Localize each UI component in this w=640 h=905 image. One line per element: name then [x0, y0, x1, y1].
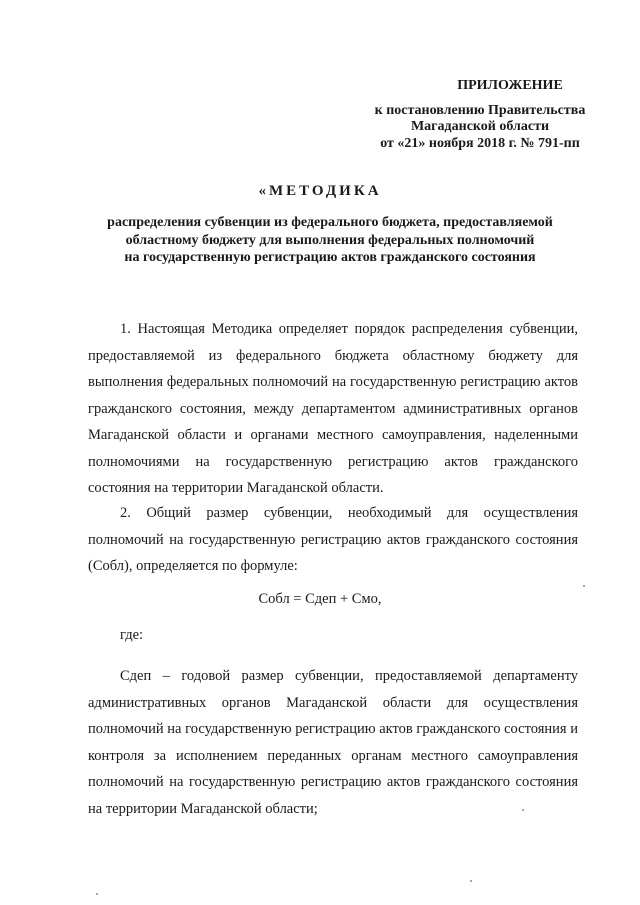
paragraph-2 — [88, 500, 578, 580]
scan-speck — [96, 893, 98, 895]
appendix-line-2: Магаданской области — [410, 119, 550, 134]
formula: Собл = Сдеп + Смо, — [258, 591, 382, 607]
scan-speck — [522, 809, 524, 811]
document-subtitle — [80, 214, 580, 267]
where-label: где: — [120, 627, 144, 643]
appendix-line-1: к постановлению Правительства — [374, 102, 586, 118]
document-title: «МЕТОДИКА — [258, 183, 382, 199]
subtitle-line-3: на государственную регистрацию актов гражданского состояния — [124, 250, 536, 265]
paragraph-3 — [88, 663, 578, 822]
appendix-title: ПРИЛОЖЕНИЕ — [457, 78, 563, 93]
paragraph-1 — [88, 316, 578, 502]
appendix-header — [360, 78, 600, 152]
scan-speck — [470, 880, 472, 882]
paragraph-2-text: 2. Общий размер субвенции, необходимый для осуществления полномочий на государственную регистрацию актов гражданского состояния (Собл), определяется по формуле: — [88, 505, 578, 574]
appendix-line-3: от «21» ноября 2018 г. № 791-пп — [380, 135, 580, 151]
subtitle-line-1: распределения субвенции из федерального бюджета, предоставляемой — [107, 215, 553, 230]
paragraph-3-text: Сдеп – годовой размер субвенции, предоставляемой департаменту административных органов Магаданской области для осуществления полномочий на государственную регистрацию актов гражданского состояния и контроля за исполнением переданных органам местного самоуправления полномочий на государственную регистрацию актов гражданского состояния на территории Магаданской области; — [88, 668, 578, 817]
scan-speck — [583, 585, 585, 587]
subtitle-line-2: областному бюджету для выполнения федеральных полномочий — [125, 232, 535, 248]
paragraph-1-text: 1. Настоящая Методика определяет порядок распределения субвенции, предоставляемой из федерального бюджета областному бюджету для выполнения федеральных полномочий на государственную регистрацию актов гражданского состояния, между департаментом административных органов Магаданской области и органами местного самоуправления, наделенными полномочиями на государственную регистрацию актов гражданского состояния на территории Магаданской области. — [88, 321, 578, 496]
